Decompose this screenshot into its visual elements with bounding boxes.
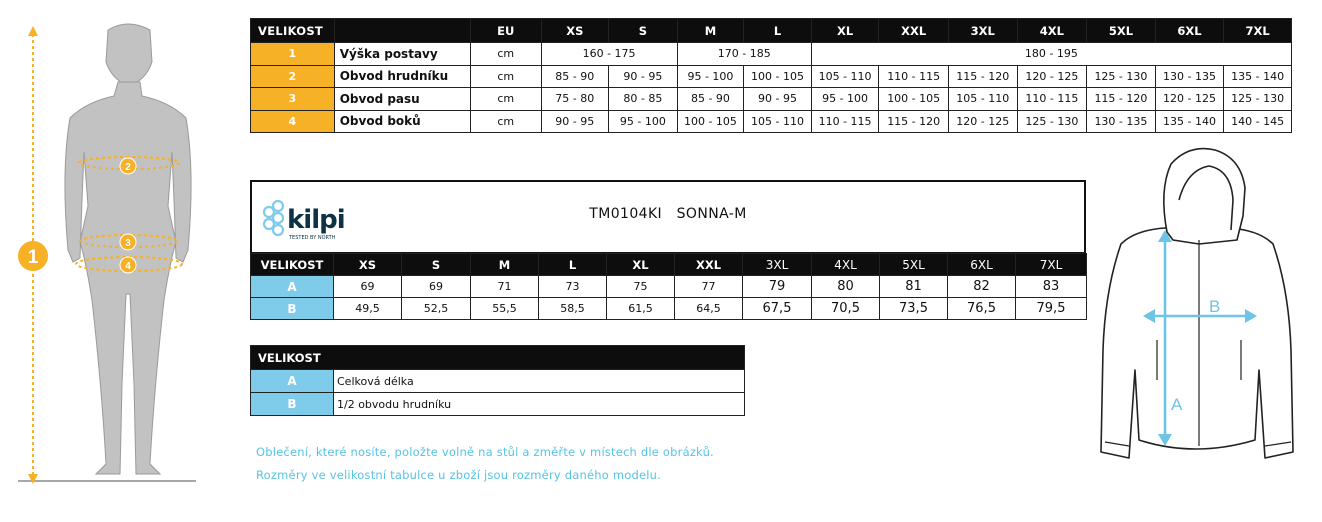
header-size: 3XL [948,19,1017,43]
jacket-body [1101,228,1293,458]
table-cell: 90 - 95 [609,65,678,88]
table-cell: 125 - 130 [1017,110,1087,133]
table-cell: 90 - 95 [744,88,812,111]
row-key: A [251,370,334,393]
table-cell: 85 - 90 [677,88,744,111]
logo-wordmark: kilpi [287,205,345,235]
header-size: 4XL [812,254,880,276]
body-size-table [250,18,1292,133]
table-cell: 64,5 [675,298,743,320]
header-size: 5XL [1087,19,1156,43]
header-size: XL [607,254,675,276]
table-cell: 110 - 115 [879,65,949,88]
table-cell: 73 [539,276,607,298]
table-cell: 105 - 110 [744,110,812,133]
table-row-chest [251,65,1292,88]
table-cell: 85 - 90 [541,65,609,88]
header-size: S [609,19,678,43]
table-cell: 130 - 135 [1155,65,1224,88]
product-header [250,180,1086,254]
row-unit: cm [470,110,541,133]
product-title [252,206,1084,222]
table-row-height [251,43,1292,66]
height-value-m-l: 170 - 185 [677,43,811,66]
row-key: A [251,276,334,298]
chest-marker [120,158,136,174]
header-size: 7XL [1016,254,1087,276]
header-eu: EU [470,19,541,43]
svg-text:3: 3 [125,238,131,249]
header-velikost: VELIKOST [251,19,335,43]
product-name: SONNA-M [676,206,747,222]
jacket-label-a: A [1171,395,1183,414]
header-size: 5XL [880,254,948,276]
header-size: XS [541,19,609,43]
table-cell: 83 [1016,276,1087,298]
product-table-header [251,254,1087,276]
instruction-note: Rozměry ve velikostní tabulce u zboží jsou rozměry daného modelu. [256,468,661,482]
size-table-header [251,19,1292,43]
waist-marker [120,234,136,250]
measurement-legend-table [250,345,745,416]
header-size: XXL [675,254,743,276]
table-cell: 125 - 130 [1087,65,1156,88]
table-cell: 81 [880,276,948,298]
row-number: 4 [251,110,335,133]
table-row-hips [251,110,1292,133]
table-cell: 115 - 120 [879,110,949,133]
legend-row-a [251,370,745,393]
body-measurement-figure [0,0,205,500]
legend-row-b [251,393,745,416]
table-cell: 105 - 110 [811,65,879,88]
header-size: M [471,254,539,276]
height-arrow-bottom-icon [28,474,38,484]
table-cell: 135 - 140 [1224,65,1292,88]
header-size: XL [811,19,879,43]
table-cell: 69 [334,276,402,298]
hips-marker [120,257,136,273]
figure-head [106,24,152,86]
header-size: 6XL [1155,19,1224,43]
table-cell: 135 - 140 [1155,110,1224,133]
header-velikost: VELIKOST [251,254,334,276]
row-unit: cm [470,43,541,66]
svg-text:2: 2 [125,162,131,173]
table-cell: 49,5 [334,298,402,320]
row-key: B [251,298,334,320]
header-size: L [744,19,812,43]
table-row-a [251,276,1087,298]
table-cell: 95 - 100 [609,110,678,133]
table-cell: 71 [471,276,539,298]
svg-text:1: 1 [27,247,39,268]
header-label [334,19,470,43]
table-cell: 115 - 120 [948,65,1017,88]
height-value-xl-7xl: 180 - 195 [811,43,1291,66]
row-number: 1 [251,43,335,66]
header-size: S [402,254,471,276]
row-number: 3 [251,88,335,111]
row-label: Výška postavy [334,43,470,66]
jacket-measurement-figure [1095,140,1305,480]
table-cell: 110 - 115 [811,110,879,133]
table-cell: 82 [948,276,1016,298]
table-cell: 130 - 135 [1087,110,1156,133]
product-code: TM0104KI [589,206,663,222]
table-cell: 110 - 115 [1017,88,1087,111]
header-size: 6XL [948,254,1016,276]
table-cell: 100 - 105 [677,110,744,133]
table-cell: 75 - 80 [541,88,609,111]
table-cell: 55,5 [471,298,539,320]
table-cell: 120 - 125 [1155,88,1224,111]
table-cell: 100 - 105 [744,65,812,88]
row-number: 2 [251,65,335,88]
table-cell: 69 [402,276,471,298]
table-cell: 95 - 100 [677,65,744,88]
height-value-xs-s: 160 - 175 [541,43,677,66]
table-cell: 140 - 145 [1224,110,1292,133]
table-cell: 80 [812,276,880,298]
table-cell: 105 - 110 [948,88,1017,111]
header-size: 3XL [743,254,812,276]
table-cell: 77 [675,276,743,298]
row-key: B [251,393,334,416]
table-cell: 67,5 [743,298,812,320]
table-cell: 120 - 125 [1017,65,1087,88]
row-label: Obvod hrudníku [334,65,470,88]
instruction-note: Oblečení, které nosíte, položte volně na stůl a změřte v místech dle obrázků. [256,445,714,459]
table-cell: 73,5 [880,298,948,320]
table-cell: 76,5 [948,298,1016,320]
legend-header [251,346,745,370]
product-size-table [250,253,1087,320]
table-cell: 52,5 [402,298,471,320]
table-cell: 120 - 125 [948,110,1017,133]
header-size: M [677,19,744,43]
row-label: Obvod pasu [334,88,470,111]
logo-tagline: TESTED BY NORTH [289,235,336,241]
table-cell: 90 - 95 [541,110,609,133]
header-size: XS [334,254,402,276]
table-cell: 115 - 120 [1087,88,1156,111]
table-cell: 100 - 105 [879,88,949,111]
table-row-waist [251,88,1292,111]
row-label: Obvod boků [334,110,470,133]
table-cell: 79 [743,276,812,298]
legend-description: Celková délka [334,370,745,393]
table-cell: 80 - 85 [609,88,678,111]
table-cell: 125 - 130 [1224,88,1292,111]
row-unit: cm [470,88,541,111]
table-cell: 58,5 [539,298,607,320]
table-cell: 75 [607,276,675,298]
height-marker [18,241,48,271]
table-cell: 61,5 [607,298,675,320]
height-arrow-top-icon [28,26,38,36]
header-size: XXL [879,19,949,43]
jacket-label-b: B [1209,297,1221,316]
table-cell: 70,5 [812,298,880,320]
header-size: 4XL [1017,19,1087,43]
legend-description: 1/2 obvodu hrudníku [334,393,745,416]
svg-text:4: 4 [125,261,131,272]
header-size: L [539,254,607,276]
row-unit: cm [470,65,541,88]
header-size: 7XL [1224,19,1292,43]
header-velikost: VELIKOST [251,346,745,370]
table-cell: 79,5 [1016,298,1087,320]
figure-body [65,82,191,474]
table-cell: 95 - 100 [811,88,879,111]
table-row-b [251,298,1087,320]
